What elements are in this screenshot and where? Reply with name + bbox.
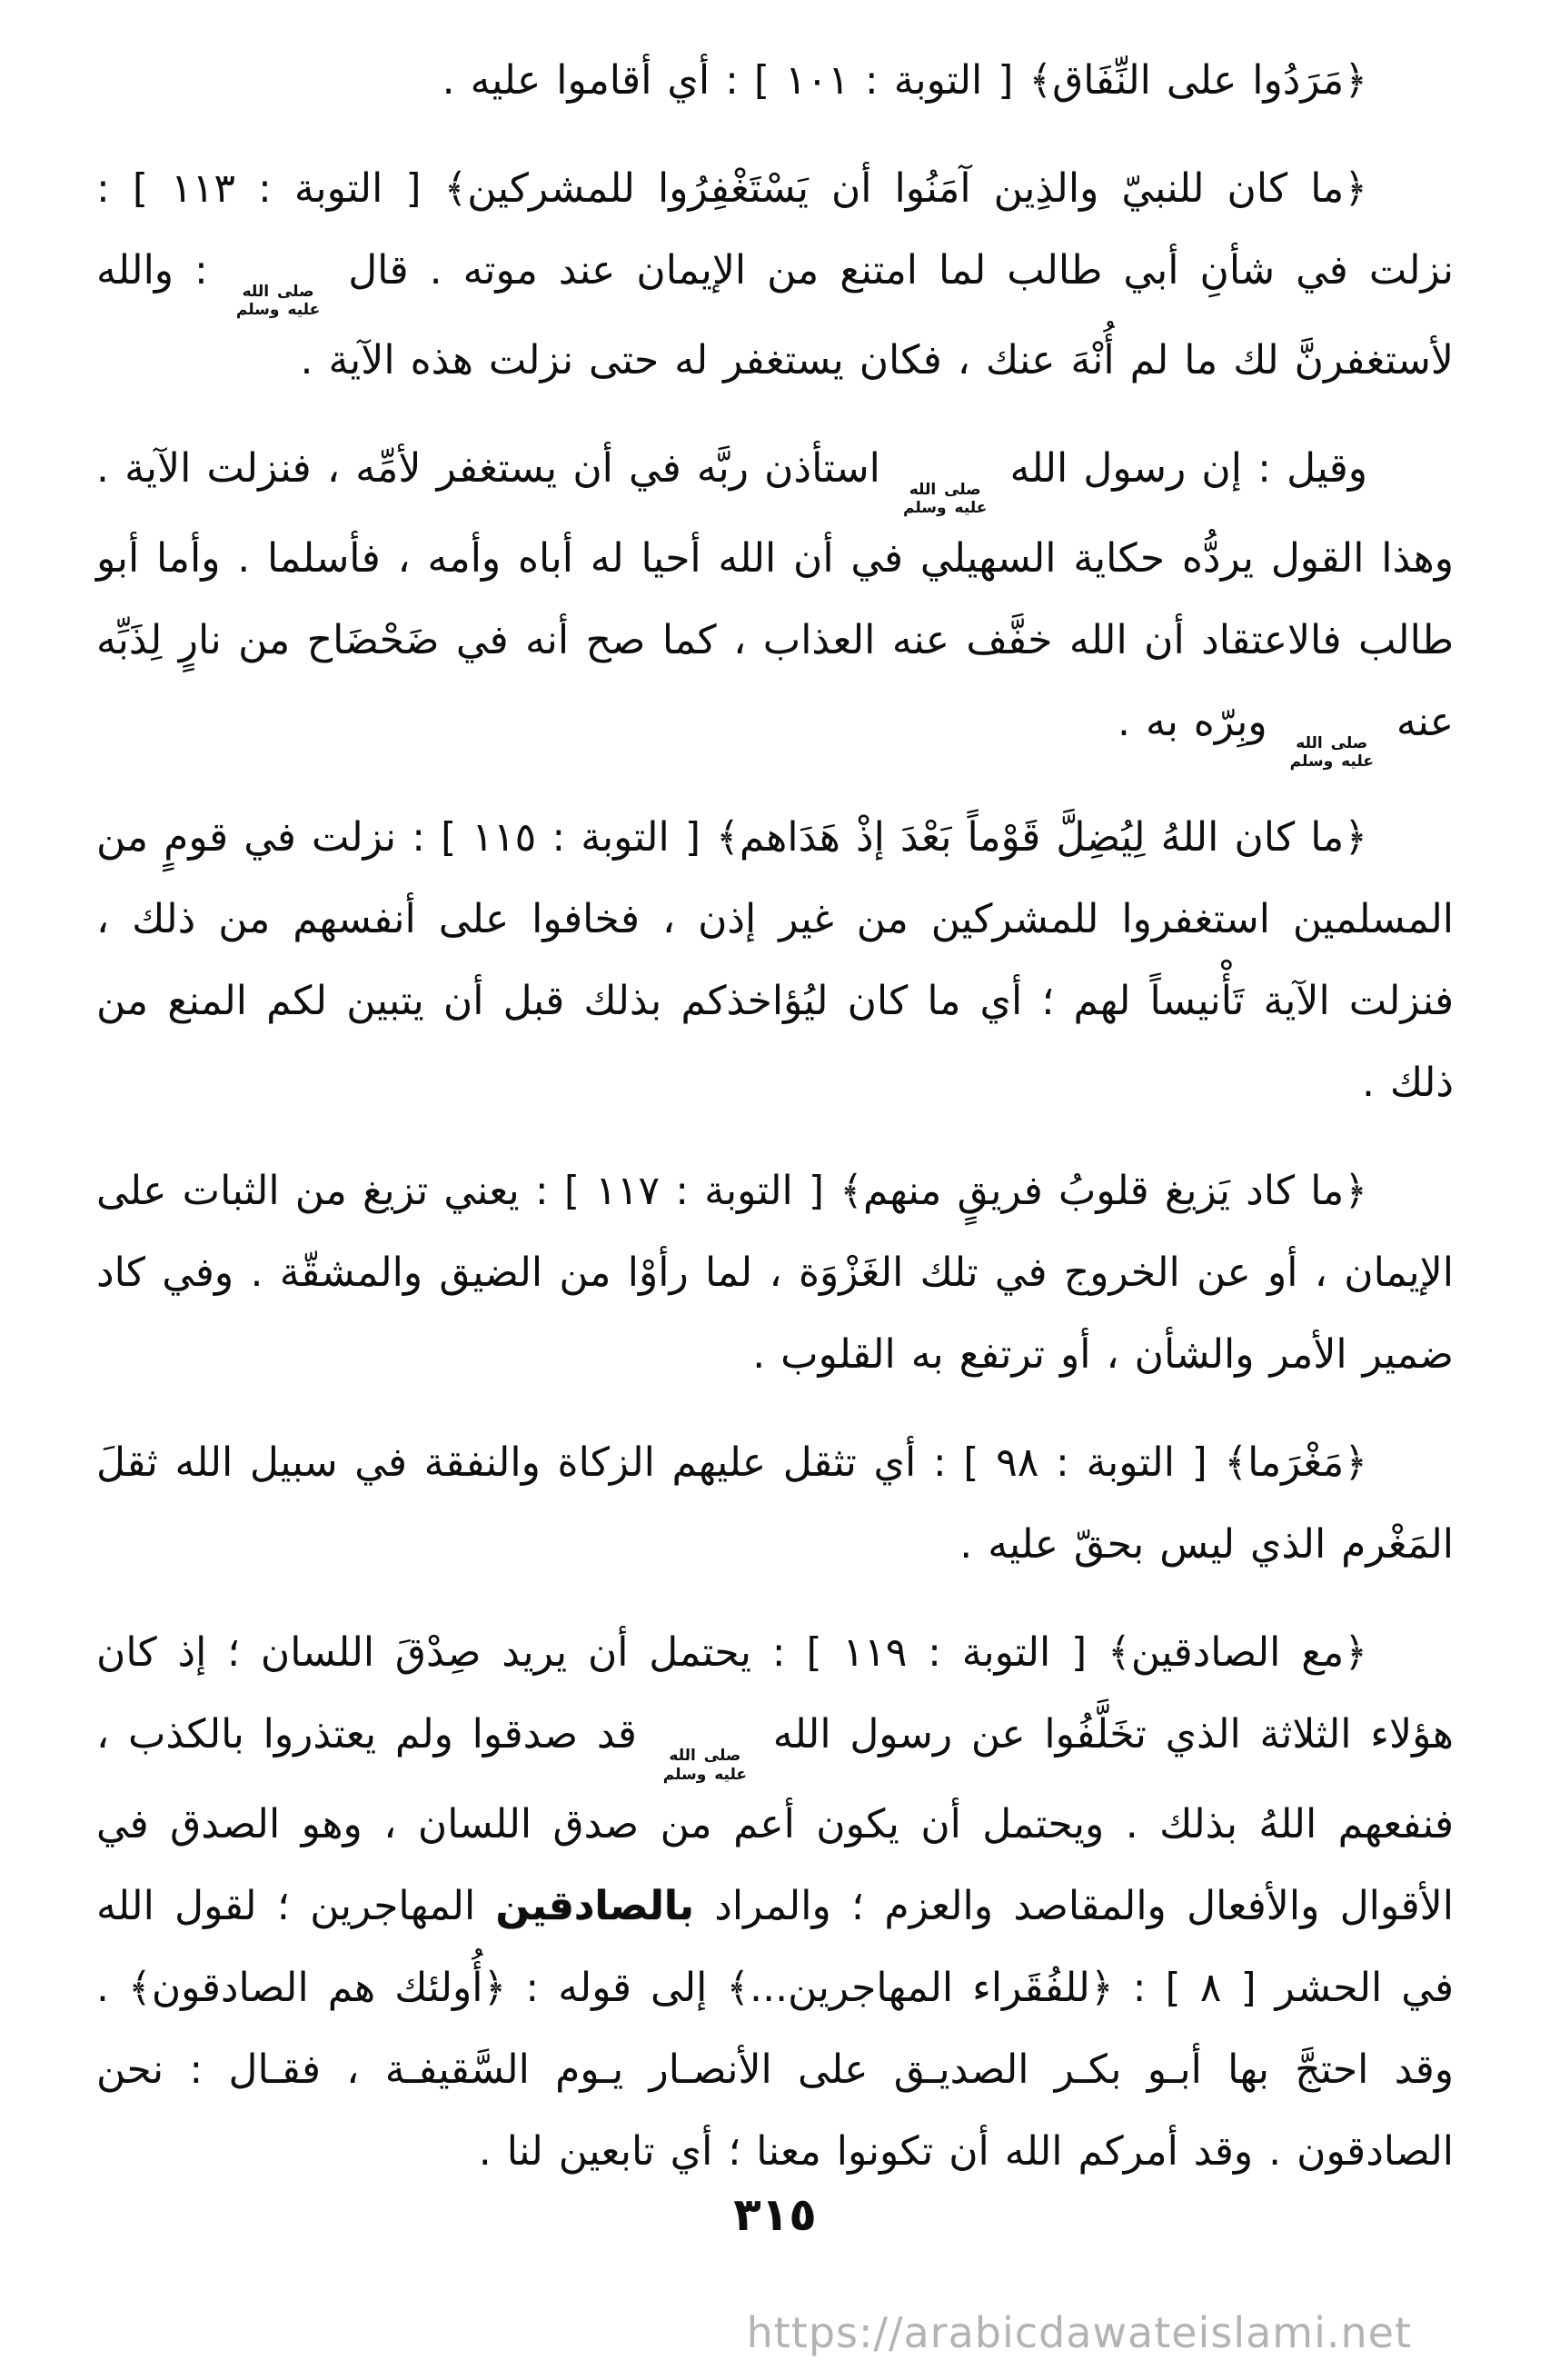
- watermark-url: https://arabicdawateislami.net: [746, 2308, 1412, 2357]
- paragraph-6: [81, 1422, 1454, 1586]
- text-segment: ﴿ما كان اللهُ لِيُضِلَّ قَوْماً بَعْدَ إذْ هَدَاهم﴾ [ التوبة : ١١٥ ] : نزلت في قومٍ من المسلمين استغفروا للمشركين من غير إذن ، فخافوا على أنفسهم من ذلك ، فنزلت الآية تَأْنيساً لهم ؛ أي ما كان ليُؤاخذكم بذلك قبل أن يتبين لكم المنع من ذلك .: [81, 814, 1454, 1107]
- paragraph-1: [96, 40, 1454, 122]
- text-segment: ﴿مَرَدُوا على النِّفَاق﴾ [ التوبة : ١٠١ ] : أي أقاموا عليه .: [442, 57, 1367, 104]
- page-number: ٣١٥: [733, 2188, 817, 2241]
- emphasized-word: بالصادقين: [495, 1883, 694, 1930]
- text-segment: : والله لأستغفرنَّ لك ما لم أُنْهَ عنك ، فكان يستغفر له حتى نزلت هذه الآية .: [81, 247, 1454, 383]
- saw-honorific: صلى الله عليه وسلم: [1289, 733, 1374, 771]
- paragraph-3: [81, 428, 1454, 772]
- paragraph-2: [81, 148, 1454, 402]
- text-segment: استأذن ربَّه في أن يستغفر لأمِّه ، فنزلت الآية . وهذا القول يردُّه حكاية السهيلي في أن الله أحيا له أباه وأمه ، فأسلما . وأما أبو طالب فالاعتقاد أن الله خفَّف عنه العذاب ، كما صح أنه في ضَحْضَاح من نارٍ لِذَبِّه عنه: [81, 444, 1454, 745]
- text-segment: ﴿ما كاد يَزيغ قلوبُ فريقٍ منهم﴾ [ التوبة : ١١٧ ] : يعني تزيغ من الثبات على الإيمان ، أو عن الخروج في تلك الغَزْوَة ، لما رأوْا من الضيق والمشقّة . وفي كاد ضمير الأمر والشأن ، أو ترتفع به القلوب .: [81, 1168, 1454, 1379]
- paragraph-7: [81, 1612, 1455, 2193]
- page-text: [81, 40, 1455, 2219]
- text-segment: وبِرّه به .: [1118, 698, 1283, 745]
- text-segment: قد صدقوا ولم يعتذروا بالكذب ، فنفعهم اللهُ بذلك . ويحتمل أن يكون أعم من صدق اللسان ، وهو الصدق في الأقوال والأفعال والمقاصد والعزم ؛ والمراد: [81, 1711, 1454, 1930]
- paragraph-4: [81, 797, 1454, 1124]
- text-segment: ﴿ما كان للنبيّ والذِين آمَنُوا أن يَسْتَغْفِرُوا للمشركين﴾ [ التوبة : ١١٣ ] : نزلت في شأنِ أبي طالب لما امتنع من الإيمان عند موته . قال: [81, 165, 1454, 294]
- text-segment: ﴿مع الصادقين﴾ [ التوبة : ١١٩ ] : يحتمل أن يريد صِدْقَ اللسان ؛ إذ كان هؤلاء الثلاثة الذي تخَلَّفُوا عن رسول الله: [81, 1629, 1455, 1758]
- saw-honorific: صلى الله عليه وسلم: [662, 1747, 748, 1784]
- paragraph-5: [81, 1150, 1454, 1396]
- text-segment: المهاجرين ؛ لقول الله في الحشر [ ٨ ] : ﴿للفُقَراء المهاجرين...﴾ إلى قوله : ﴿أُولئك هم الصادقون﴾ . وقد احتجَّ بها أبـو بكـر الصديـق على الأنصـار يـوم السَّقيفـة ، فقـال : نحن الصادقون . وقد أمركم الله أن تكونوا معنا ؛ أي تابعين لنا .: [81, 1883, 1454, 2176]
- saw-honorific: صلى الله عليه وسلم: [903, 480, 988, 518]
- saw-honorific: صلى الله عليه وسلم: [235, 283, 321, 320]
- text-segment: ﴿مَغْرَما﴾ [ التوبة : ٩٨ ] : أي تثقل عليهم الزكاة والنفقة في سبيل الله ثقلَ المَغْرم الذي ليس بحقّ عليه .: [81, 1439, 1454, 1568]
- text-segment: وقيل : إن رسول الله: [994, 444, 1367, 492]
